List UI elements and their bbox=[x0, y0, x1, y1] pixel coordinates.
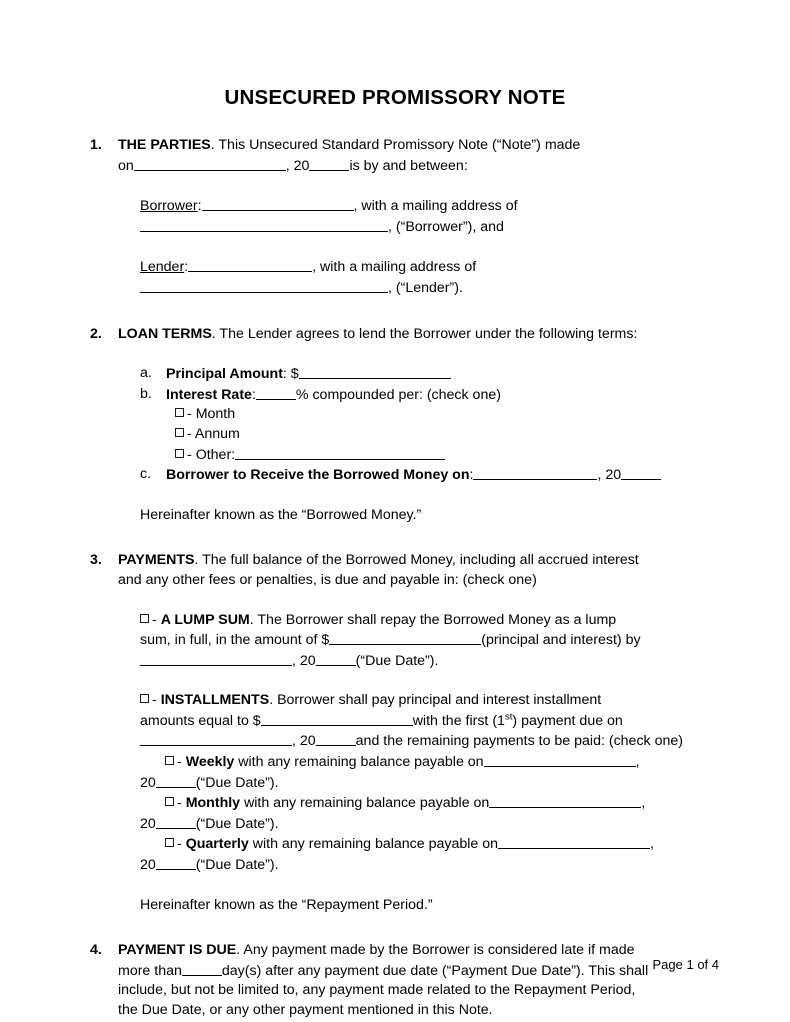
installments-remaining-tail: and the remaining payments to be paid: (check one) bbox=[355, 733, 683, 750]
option-dash: - bbox=[187, 446, 192, 463]
lender-name-tail: , with a mailing address of bbox=[312, 259, 477, 276]
clause-text-line1: . The full balance of the Borrowed Money, including all accrued interest bbox=[194, 552, 639, 569]
borrower-label: Borrower bbox=[140, 198, 198, 215]
checkbox-icon[interactable] bbox=[175, 449, 184, 458]
clause-payments bbox=[90, 551, 696, 590]
interest-rate-label: Interest Rate bbox=[166, 386, 252, 403]
lump-sum-tail: . The Borrower shall repay the Borrowed Money as a lump bbox=[249, 611, 617, 628]
clause-body bbox=[118, 325, 696, 345]
installments-amount-prefix: amounts equal to $ bbox=[140, 712, 261, 729]
principal-amount-blank[interactable] bbox=[299, 364, 451, 379]
installments-line2 bbox=[140, 711, 696, 732]
clause-body bbox=[118, 941, 696, 1020]
frequency-comma: , bbox=[635, 754, 640, 771]
checkbox-icon[interactable] bbox=[165, 838, 174, 847]
option-dash: - bbox=[152, 692, 157, 709]
loan-term-principal-amount bbox=[140, 364, 696, 385]
receive-money-sep: : bbox=[469, 467, 474, 484]
year-prefix: 20 bbox=[140, 815, 156, 832]
spacer bbox=[90, 591, 696, 611]
lender-address-blank[interactable] bbox=[140, 278, 388, 293]
option-dash: - bbox=[152, 611, 157, 628]
lump-sum-line2 bbox=[140, 630, 696, 651]
option-dash: - bbox=[187, 406, 192, 423]
year-prefix: 20 bbox=[140, 774, 156, 791]
spacer bbox=[90, 344, 696, 364]
spacer bbox=[140, 876, 696, 896]
clause-payment-is-due bbox=[90, 941, 696, 1020]
year-tail: (“Due Date”). bbox=[195, 815, 279, 832]
spacer bbox=[90, 176, 696, 196]
clause-body bbox=[118, 551, 696, 590]
compound-option-month[interactable] bbox=[140, 405, 696, 425]
borrower-address-row bbox=[140, 217, 696, 238]
compound-option-other[interactable] bbox=[140, 445, 696, 466]
interest-rate-blank[interactable] bbox=[256, 385, 296, 400]
list-letter: c. bbox=[140, 466, 152, 483]
installments-amount-blank[interactable] bbox=[261, 711, 413, 726]
document-body bbox=[90, 136, 696, 1021]
frequency-weekly-year-row bbox=[140, 773, 696, 794]
clause-number: 3. bbox=[90, 552, 102, 569]
made-on-year-blank[interactable] bbox=[309, 156, 349, 171]
clause-heading: THE PARTIES bbox=[118, 137, 211, 153]
weekly-due-date-blank[interactable] bbox=[484, 752, 636, 767]
late-days-tail: day(s) after any payment due date (“Payment Due Date”). This shall bbox=[221, 962, 649, 979]
installments-first-tail: ) payment due on bbox=[512, 712, 623, 729]
spacer bbox=[140, 237, 696, 257]
option-label: Annum bbox=[194, 425, 240, 442]
lump-sum-due-date-blank[interactable] bbox=[140, 651, 292, 666]
checkbox-icon[interactable] bbox=[175, 428, 184, 437]
receive-money-date-blank[interactable] bbox=[473, 465, 597, 480]
installments-first-date-blank[interactable] bbox=[140, 731, 292, 746]
ordinal-suffix: st bbox=[504, 711, 513, 723]
option-label: Month bbox=[195, 406, 236, 423]
borrower-address-tail: , (“Borrower”), and bbox=[388, 218, 504, 235]
borrowed-money-hereinafter: Hereinafter known as the “Borrowed Money.” bbox=[140, 506, 422, 523]
receive-money-year-blank[interactable] bbox=[621, 465, 661, 480]
clause-number: 4. bbox=[90, 942, 102, 959]
date-line-prefix: on bbox=[118, 157, 134, 174]
clause-heading: PAYMENTS bbox=[118, 552, 195, 569]
frequency-option-quarterly[interactable] bbox=[165, 834, 696, 855]
frequency-label: Quarterly bbox=[185, 836, 249, 853]
frequency-tail: with any remaining balance payable on bbox=[244, 795, 490, 812]
year-tail: (“Due Date”). bbox=[195, 857, 279, 874]
checkbox-icon[interactable] bbox=[140, 694, 149, 703]
installments-line3 bbox=[140, 731, 696, 752]
spacer bbox=[90, 525, 696, 551]
parties-details bbox=[140, 196, 696, 298]
made-on-date-blank[interactable] bbox=[134, 156, 286, 171]
list-letter: b. bbox=[140, 385, 152, 402]
frequency-label: Weekly bbox=[185, 754, 235, 771]
lender-label: Lender bbox=[140, 259, 185, 276]
frequency-option-weekly[interactable] bbox=[165, 752, 696, 773]
lender-name-blank[interactable] bbox=[188, 257, 312, 272]
borrower-name-tail: , with a mailing address of bbox=[353, 198, 518, 215]
year-tail: (“Due Date”). bbox=[195, 774, 279, 791]
option-dash: - bbox=[187, 425, 192, 442]
installments-first-year-blank[interactable] bbox=[316, 731, 356, 746]
clause-text: . The Lender agrees to lend the Borrower under the following terms: bbox=[211, 325, 638, 342]
list-letter: a. bbox=[140, 365, 152, 382]
interest-rate-tail: % compounded per: (check one) bbox=[295, 386, 501, 403]
spacer bbox=[90, 299, 696, 325]
frequency-comma: , bbox=[650, 836, 654, 853]
compound-other-blank[interactable] bbox=[235, 445, 445, 460]
checkbox-icon[interactable] bbox=[165, 756, 174, 765]
payment-option-lump-sum bbox=[140, 611, 696, 672]
receive-money-label: Borrower to Receive the Borrowed Money on bbox=[166, 467, 470, 484]
clause-text-line2: and any other fees or penalties, is due and payable in: (check one) bbox=[118, 571, 537, 588]
borrower-address-blank[interactable] bbox=[140, 217, 388, 232]
page-title: UNSECURED PROMISSORY NOTE bbox=[224, 86, 566, 109]
frequency-comma: , bbox=[641, 795, 646, 812]
clause-text: . This Unsecured Standard Promissory Note (“Note”) made bbox=[210, 137, 581, 153]
lump-sum-amount-tail: (principal and interest) by bbox=[481, 632, 641, 649]
year-prefix: 20 bbox=[140, 857, 156, 874]
installments-line1 bbox=[140, 691, 696, 711]
lump-sum-line3 bbox=[140, 651, 696, 672]
frequency-tail: with any remaining balance payable on bbox=[252, 836, 499, 853]
borrower-colon: : bbox=[197, 198, 202, 215]
principal-amount-label: Principal Amount bbox=[166, 366, 283, 383]
compound-option-annum[interactable] bbox=[140, 425, 696, 445]
lender-name-row bbox=[140, 257, 696, 278]
weekly-due-year-blank[interactable] bbox=[156, 773, 196, 788]
loan-term-interest-rate bbox=[140, 385, 696, 406]
clause-the-parties bbox=[90, 136, 696, 176]
clause-number: 1. bbox=[90, 137, 102, 153]
spacer bbox=[140, 486, 696, 506]
principal-amount-sep: : $ bbox=[282, 366, 299, 383]
option-dash: - bbox=[177, 754, 182, 771]
clause-heading: LOAN TERMS bbox=[118, 325, 212, 342]
lender-colon: : bbox=[184, 259, 189, 276]
lender-address-tail: , (“Lender”). bbox=[388, 279, 463, 296]
installments-first-mid: with the first (1 bbox=[412, 712, 505, 729]
spacer bbox=[90, 915, 696, 941]
interest-rate-sep: : bbox=[251, 386, 256, 403]
lump-sum-label: A LUMP SUM bbox=[160, 611, 250, 628]
option-dash: - bbox=[177, 795, 182, 812]
lump-sum-amount-prefix: sum, in full, in the amount of $ bbox=[140, 632, 330, 649]
late-days-blank[interactable] bbox=[182, 961, 222, 976]
installments-tail: . Borrower shall pay principal and interest installment bbox=[269, 692, 602, 709]
quarterly-due-year-blank[interactable] bbox=[156, 855, 196, 870]
lump-sum-due-mid: , 20 bbox=[292, 652, 316, 669]
frequency-tail: with any remaining balance payable on bbox=[238, 754, 484, 771]
lender-address-row bbox=[140, 278, 696, 299]
option-label: Other: bbox=[195, 446, 236, 463]
payment-option-installments bbox=[140, 691, 696, 915]
checkbox-icon[interactable] bbox=[175, 408, 184, 417]
page-footer: Page 1 of 4 bbox=[652, 957, 719, 972]
clause-text-line3: include, but not be limited to, any payment made related to the Repayment Period, bbox=[118, 982, 636, 999]
lump-sum-due-year-blank[interactable] bbox=[316, 651, 356, 666]
date-line-suffix: is by and between: bbox=[349, 157, 468, 174]
option-dash: - bbox=[177, 836, 182, 853]
receive-money-tail: , 20 bbox=[597, 467, 622, 484]
clause-text-line1: . Any payment made by the Borrower is considered late if made bbox=[236, 942, 635, 959]
installments-label: INSTALLMENTS bbox=[160, 692, 270, 709]
frequency-option-monthly[interactable] bbox=[165, 793, 696, 814]
installments-year-mid: , 20 bbox=[292, 733, 316, 750]
checkbox-icon[interactable] bbox=[140, 614, 149, 623]
clause-loan-terms bbox=[90, 325, 696, 345]
frequency-label: Monthly bbox=[185, 795, 241, 812]
quarterly-due-date-blank[interactable] bbox=[498, 834, 650, 849]
loan-term-receive-date bbox=[140, 465, 696, 486]
date-line-mid: , 20 bbox=[285, 157, 310, 174]
frequency-monthly-year-row bbox=[140, 814, 696, 835]
clause-heading: PAYMENT IS DUE bbox=[118, 942, 237, 959]
borrower-name-blank[interactable] bbox=[202, 196, 354, 211]
clause-text-line4: the Due Date, or any other payment mentioned in this Note. bbox=[118, 1002, 493, 1018]
clause-body bbox=[118, 136, 696, 176]
spacer bbox=[90, 671, 696, 691]
lump-sum-line1 bbox=[140, 611, 696, 631]
monthly-due-year-blank[interactable] bbox=[156, 814, 196, 829]
lump-sum-due-tail: (“Due Date”). bbox=[355, 652, 439, 669]
late-days-prefix: more than bbox=[118, 962, 182, 979]
frequency-quarterly-year-row bbox=[140, 855, 696, 876]
clause-number: 2. bbox=[90, 325, 102, 342]
repayment-period-hereinafter: Hereinafter known as the “Repayment Period.” bbox=[140, 896, 433, 913]
borrower-name-row bbox=[140, 196, 696, 217]
checkbox-icon[interactable] bbox=[165, 797, 174, 806]
monthly-due-date-blank[interactable] bbox=[489, 793, 641, 808]
loan-terms-sublist bbox=[140, 364, 696, 525]
lump-sum-amount-blank[interactable] bbox=[329, 630, 481, 645]
